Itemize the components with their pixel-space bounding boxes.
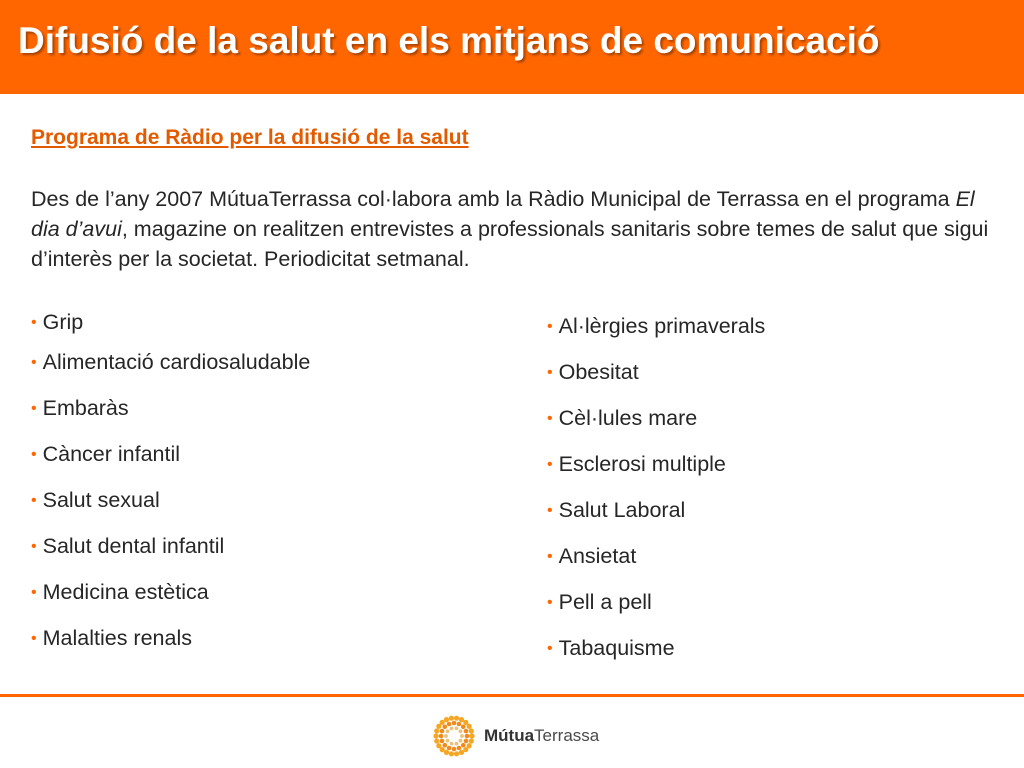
bullet-dot-icon: • bbox=[31, 538, 37, 555]
slide-title: Difusió de la salut en els mitjans de comunicació bbox=[18, 20, 880, 61]
bullet-dot-icon: • bbox=[31, 584, 37, 601]
sunburst-logo-icon bbox=[432, 714, 476, 758]
bullet-dot-icon: • bbox=[547, 640, 553, 657]
list-item bbox=[547, 452, 726, 477]
topic-label: Cèl·lules mare bbox=[558, 406, 698, 430]
topic-label: Ansietat bbox=[558, 544, 637, 568]
bullet-dot-icon: • bbox=[31, 446, 37, 463]
topic-label: Esclerosi multiple bbox=[558, 452, 726, 476]
title-bar bbox=[0, 0, 1024, 94]
bullet-dot-icon: • bbox=[31, 492, 37, 509]
list-item bbox=[31, 626, 192, 651]
brand-logo bbox=[432, 712, 599, 760]
intro-paragraph bbox=[31, 184, 1001, 274]
bullet-dot-icon: • bbox=[547, 548, 553, 565]
list-item bbox=[31, 580, 209, 605]
brand-wordmark bbox=[484, 726, 599, 746]
list-item bbox=[547, 360, 639, 385]
topic-label: Obesitat bbox=[558, 360, 639, 384]
topic-label: Salut Laboral bbox=[558, 498, 686, 522]
topic-label: Embaràs bbox=[42, 396, 129, 420]
section-subtitle: Programa de Ràdio per la difusió de la salut bbox=[31, 126, 469, 149]
bullet-dot-icon: • bbox=[31, 630, 37, 647]
bullet-dot-icon: • bbox=[547, 410, 553, 427]
brand-wordmark-bold: Mútua bbox=[484, 726, 535, 745]
topic-label: Salut dental infantil bbox=[42, 534, 225, 558]
list-item bbox=[547, 498, 685, 523]
bullet-dot-icon: • bbox=[547, 594, 553, 611]
list-item bbox=[31, 488, 160, 513]
footer-divider bbox=[0, 694, 1024, 697]
bullet-dot-icon: • bbox=[31, 314, 37, 331]
bullet-dot-icon: • bbox=[31, 400, 37, 417]
topic-label: Malalties renals bbox=[42, 626, 192, 650]
list-item bbox=[547, 314, 765, 339]
bullet-dot-icon: • bbox=[547, 502, 553, 519]
topic-label: Pell a pell bbox=[558, 590, 652, 614]
bullet-dot-icon: • bbox=[547, 456, 553, 473]
brand-wordmark-regular: Terrassa bbox=[534, 726, 600, 745]
list-item bbox=[547, 406, 697, 431]
topic-label: Al·lèrgies primaverals bbox=[558, 314, 766, 338]
bullet-dot-icon: • bbox=[547, 364, 553, 381]
intro-text-start: Des de l’any 2007 MútuaTerrassa col·labora amb la Ràdio Municipal de Terrassa en el programa bbox=[31, 187, 956, 211]
bullet-dot-icon: • bbox=[31, 354, 37, 371]
topic-label: Alimentació cardiosaludable bbox=[42, 350, 311, 374]
list-item bbox=[31, 350, 310, 375]
topic-label: Medicina estètica bbox=[42, 580, 209, 604]
list-item bbox=[31, 442, 180, 467]
intro-text-end: , magazine on realitzen entrevistes a professionals sanitaris sobre temes de salut que sigui d’interès per la societat. Periodicitat setmanal. bbox=[31, 217, 989, 271]
list-item bbox=[547, 636, 675, 661]
list-item bbox=[31, 310, 83, 335]
list-item bbox=[547, 544, 636, 569]
topic-label: Tabaquisme bbox=[558, 636, 675, 660]
list-item bbox=[31, 396, 129, 421]
list-item bbox=[547, 590, 652, 615]
topic-label: Càncer infantil bbox=[42, 442, 181, 466]
list-item bbox=[31, 534, 224, 559]
topic-label: Grip bbox=[42, 310, 84, 334]
topic-label: Salut sexual bbox=[42, 488, 160, 512]
program-name: El dia d’avui bbox=[31, 187, 975, 241]
bullet-dot-icon: • bbox=[547, 318, 553, 335]
